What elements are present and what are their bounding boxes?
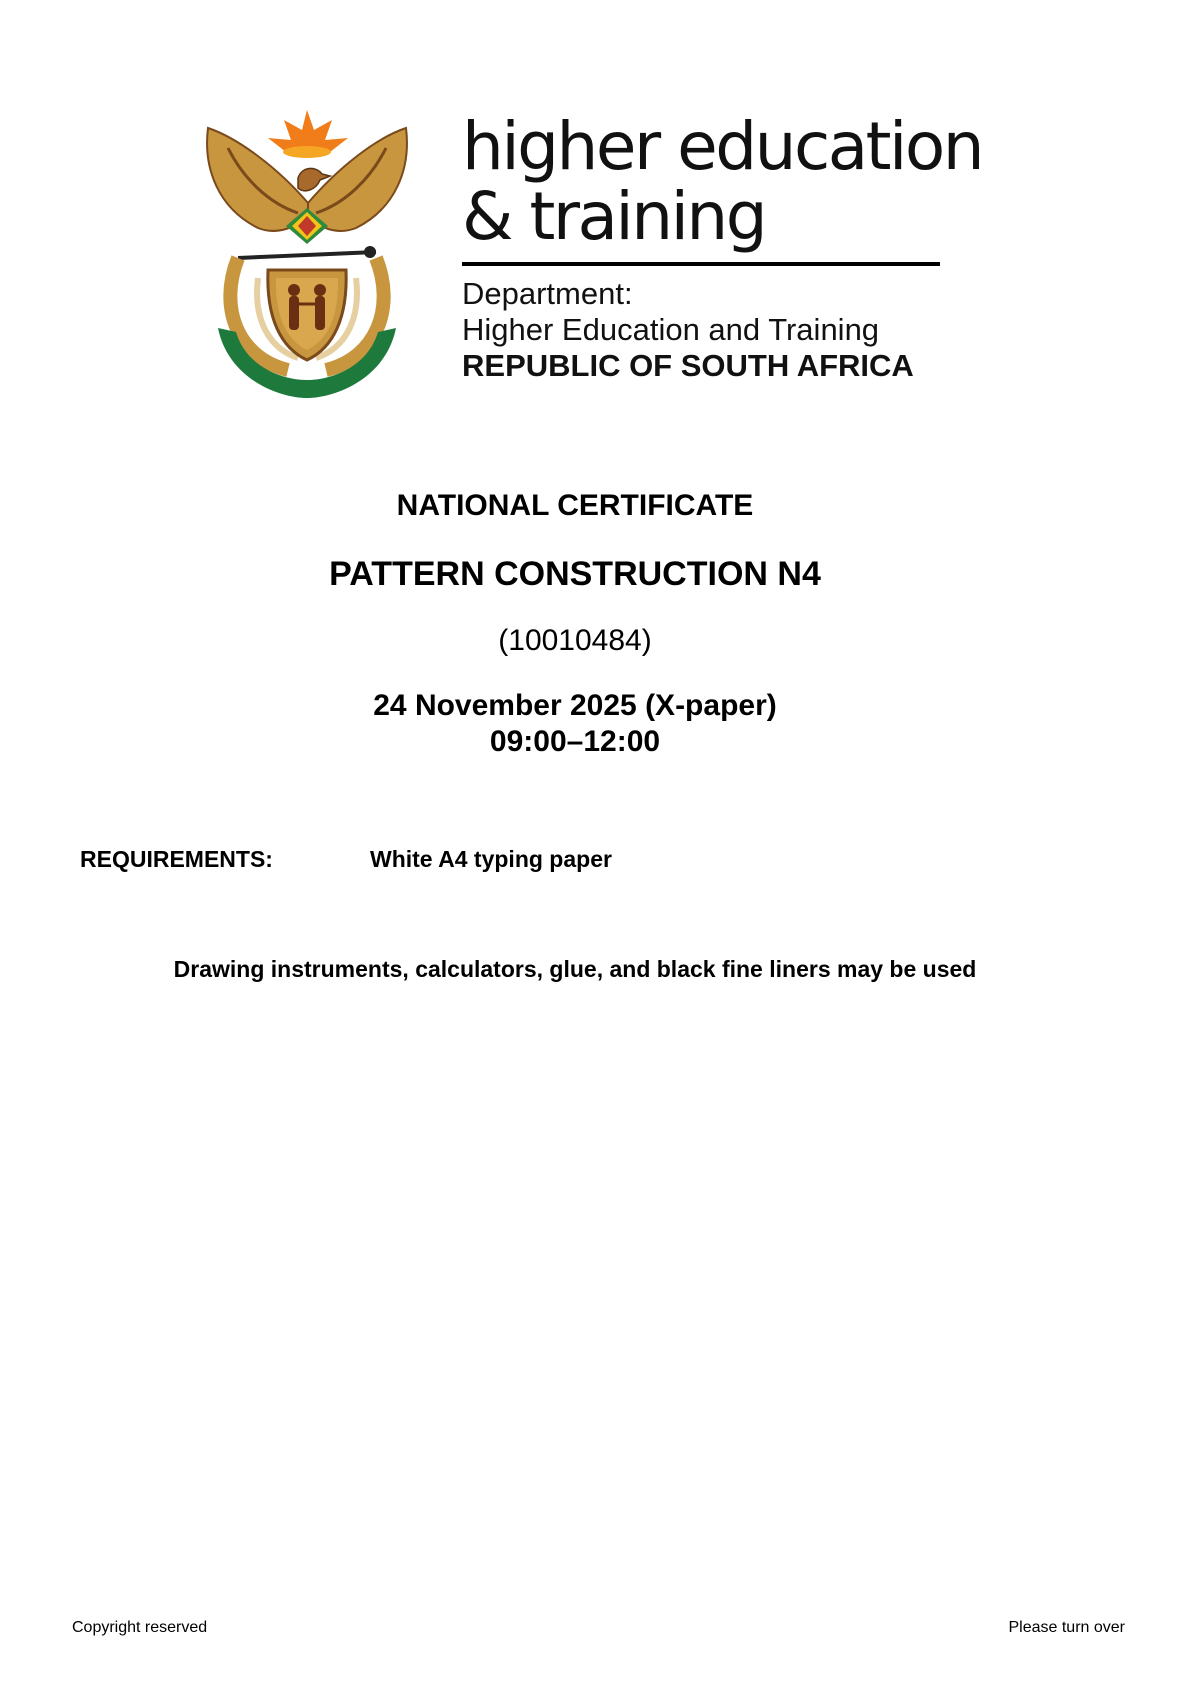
copyright-footer: Copyright reserved — [72, 1619, 208, 1636]
requirements-label: REQUIREMENTS: — [80, 846, 273, 872]
department-name — [462, 276, 914, 384]
turn-over-footer: Please turn over — [1008, 1619, 1125, 1636]
wordmark-line-2: & training — [462, 178, 766, 255]
requirements-value: White A4 typing paper — [370, 846, 612, 872]
certificate-heading: NATIONAL CERTIFICATE — [396, 489, 754, 522]
country-name: REPUBLIC OF SOUTH AFRICA — [462, 348, 914, 383]
subject-code: (10010484) — [498, 624, 652, 657]
wordmark-line-1: higher education — [462, 108, 983, 185]
instruments-note: Drawing instruments, calculators, glue, and black fine liners may be used — [173, 956, 977, 982]
department-label: Department: — [462, 276, 633, 311]
exam-time: 09:00–12:00 — [489, 725, 661, 758]
exam-date: 24 November 2025 (X-paper) — [373, 689, 777, 722]
exam-date-time — [0, 688, 1150, 760]
department-title: Higher Education and Training — [462, 312, 880, 347]
subject-title: PATTERN CONSTRUCTION N4 — [329, 555, 821, 593]
department-wordmark — [462, 108, 983, 255]
coat-of-arms-logo — [198, 108, 416, 398]
header-divider — [462, 262, 940, 266]
